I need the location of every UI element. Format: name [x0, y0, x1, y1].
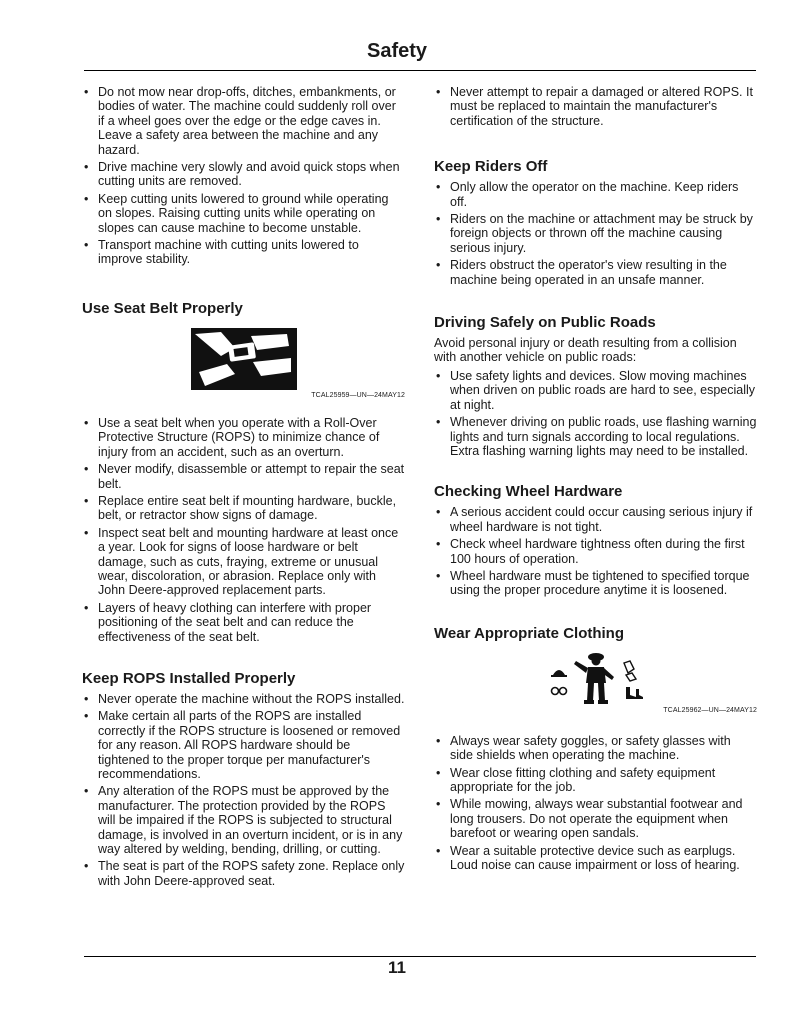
- list-item: • Riders obstruct the operator's view resulting in the machine being operated in an unsafe manner.: [434, 258, 757, 287]
- list-item: • A serious accident could occur causing serious injury if wheel hardware is not tight.: [434, 505, 757, 534]
- list-item: • Drive machine very slowly and avoid quick stops when cutting units are removed.: [82, 160, 405, 189]
- seat-belt-buckle-icon: [191, 328, 297, 390]
- seat-belt-figure: [82, 328, 405, 390]
- list-item: • Never attempt to repair a damaged or altered ROPS. It must be replaced to maintain the manufacturer's certification of the structure.: [434, 85, 757, 128]
- list-item: • Any alteration of the ROPS must be approved by the manufacturer. The protection provided by the ROPS will be impaired if the ROPS is subjected to structural damage, is involved in an overturn incident, or is in any way altered by welding, bending, drilling, or cutting.: [82, 784, 405, 856]
- section-heading-seat-belt: Use Seat Belt Properly: [82, 299, 243, 317]
- page-number: 11: [388, 958, 406, 977]
- list-item: • Check wheel hardware tightness often during the first 100 hours of operation.: [434, 537, 757, 566]
- section-heading-rops: Keep ROPS Installed Properly: [82, 669, 296, 687]
- section-heading-clothing: Wear Appropriate Clothing: [434, 624, 625, 642]
- rops-continued-bullet-list: [434, 85, 757, 128]
- section-heading-riders: Keep Riders Off: [434, 158, 548, 176]
- list-item: • Whenever driving on public roads, use flashing warning lights and turn signals according to local regulations. Extra flashing warning lights may need to be installed.: [434, 415, 757, 458]
- figure-code: TCAL25959—UN—24MAY12: [311, 391, 405, 399]
- list-item: • Wear a suitable protective device such as earplugs. Loud noise can cause impairment or loss of hearing.: [434, 844, 757, 873]
- protective-clothing-figure-icon: [548, 649, 644, 705]
- list-item: • Keep cutting units lowered to ground while operating on slopes. Raising cutting units while operating on slopes can cause machine to become unstable.: [82, 192, 405, 235]
- header-rule: [84, 70, 756, 71]
- right-column: [434, 85, 757, 875]
- seat-belt-bullet-list: [82, 416, 405, 644]
- public-roads-intro: Avoid personal injury or death resulting from a collision with another vehicle on public roads:: [434, 336, 737, 365]
- left-column: [82, 85, 405, 891]
- list-item: • Inspect seat belt and mounting hardware at least once a year. Look for signs of loose hardware or belt damage, such as cuts, fraying, extreme or unusual wear, discoloration, or abrasion. Replace only with John Deere-approved replacement parts.: [82, 526, 405, 598]
- list-item: • Transport machine with cutting units lowered to improve stability.: [82, 238, 405, 267]
- footer-rule: [84, 956, 756, 957]
- clothing-bullet-list: [434, 734, 757, 873]
- list-item: • Always wear safety goggles, or safety glasses with side shields when operating the machine.: [434, 734, 757, 763]
- figure-code: TCAL25962—UN—24MAY12: [663, 706, 757, 714]
- public-roads-bullet-list: [434, 369, 757, 458]
- wheel-hardware-bullet-list: [434, 505, 757, 597]
- list-item: • Use safety lights and devices. Slow moving machines when driven on public roads are hard to see, especially at night.: [434, 369, 757, 412]
- list-item: • Only allow the operator on the machine. Keep riders off.: [434, 180, 757, 209]
- list-item: • Never modify, disassemble or attempt to repair the seat belt.: [82, 462, 405, 491]
- section-heading-public-roads: Driving Safely on Public Roads: [434, 314, 656, 332]
- list-item: • Do not mow near drop-offs, ditches, embankments, or bodies of water. The machine could suddenly roll over if a wheel goes over the edge or the edge caves in. Leave a safety area between the machine and any hazard.: [82, 85, 405, 157]
- list-item: • While mowing, always wear substantial footwear and long trousers. Do not operate the equipment when barefoot or wearing open sandals.: [434, 797, 757, 840]
- list-item: • Wear close fitting clothing and safety equipment appropriate for the job.: [434, 766, 757, 795]
- list-item: • The seat is part of the ROPS safety zone. Replace only with John Deere-approved seat.: [82, 859, 405, 888]
- mowing-bullet-list: [82, 85, 405, 267]
- list-item: • Wheel hardware must be tightened to specified torque using the proper procedure anytime it is loosened.: [434, 569, 757, 598]
- list-item: • Layers of heavy clothing can interfere with proper positioning of the seat belt and can reduce the effectiveness of the seat belt.: [82, 601, 405, 644]
- list-item: • Replace entire seat belt if mounting hardware, buckle, belt, or retractor show signs of damage.: [82, 494, 405, 523]
- riders-bullet-list: [434, 180, 757, 287]
- list-item: • Use a seat belt when you operate with a Roll-Over Protective Structure (ROPS) to minimize chance of injury from an accident, such as an overturn.: [82, 416, 405, 459]
- rops-bullet-list: [82, 692, 405, 888]
- clothing-figure: [434, 649, 757, 705]
- list-item: • Riders on the machine or attachment may be struck by foreign objects or thrown off the machine causing serious injury.: [434, 212, 757, 255]
- list-item: • Never operate the machine without the ROPS installed.: [82, 692, 405, 706]
- list-item: • Make certain all parts of the ROPS are installed correctly if the ROPS structure is loosened or removed for any reason. All ROPS hardware should be tightened to the proper torque per manufacturer's recommendations.: [82, 709, 405, 781]
- page-title: Safety: [366, 40, 428, 62]
- section-heading-wheel-hardware: Checking Wheel Hardware: [434, 483, 623, 501]
